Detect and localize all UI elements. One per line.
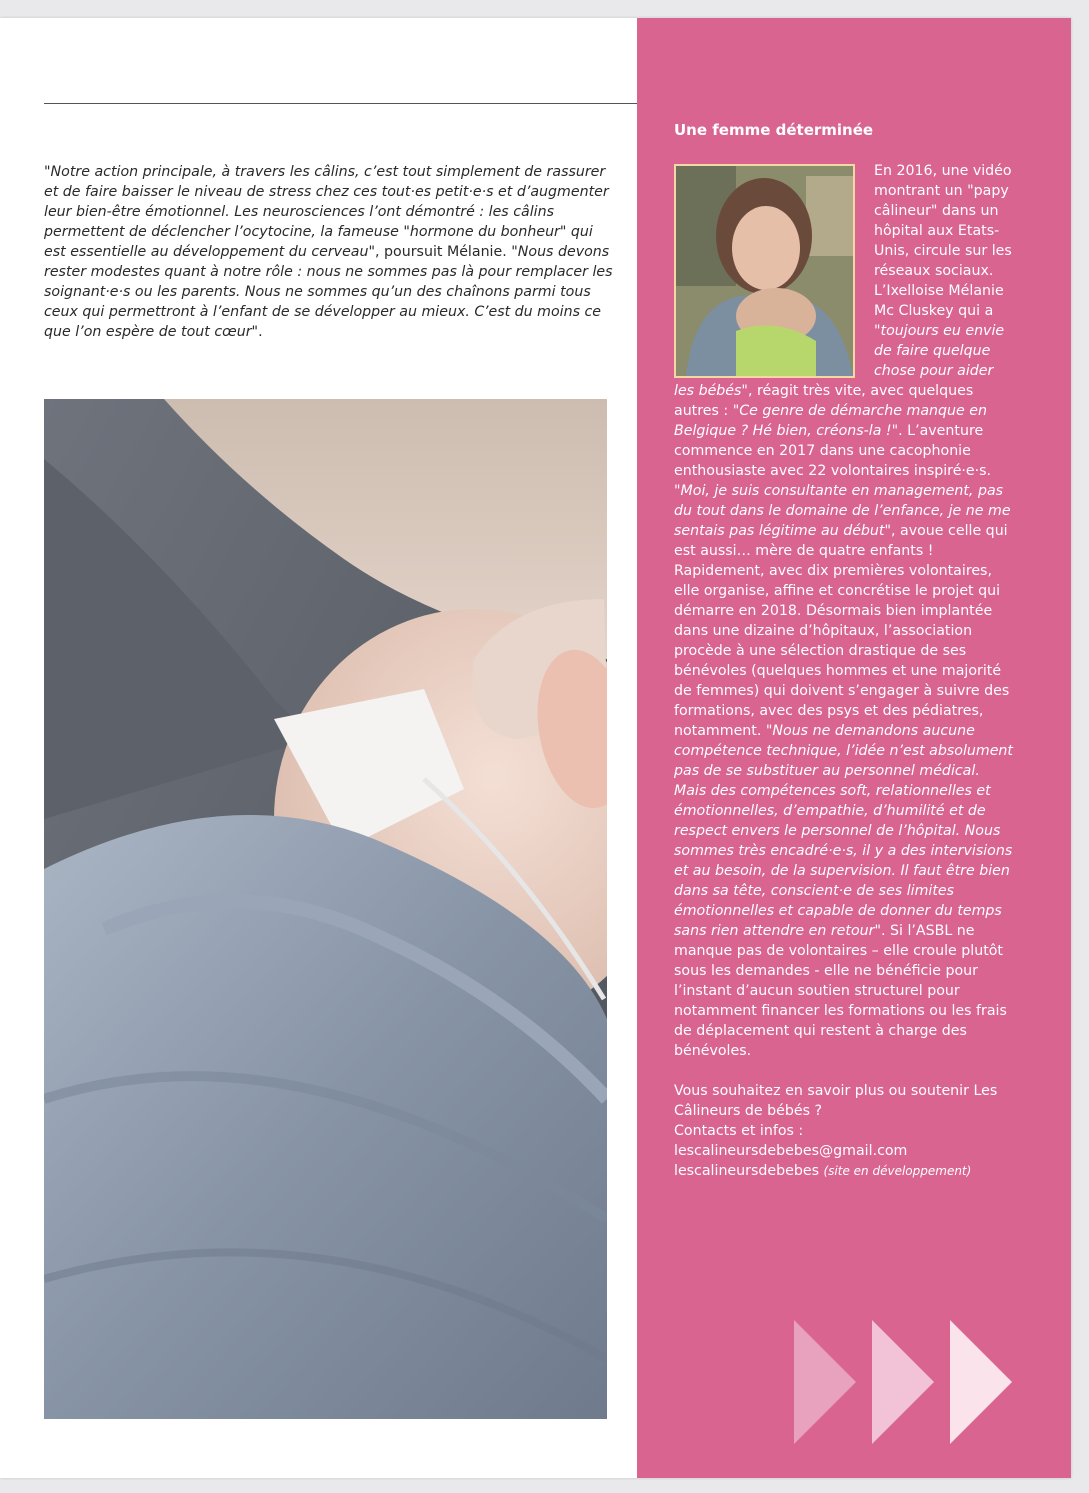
text-segment: , avoue celle qui est aussi… mère de quatre enfants ! Rapidement, avec dix premières volontaires, elle organise, affine et concrétise le projet qui démarre en 2018. Désormais bien implantée dans une dizaine d’hôpitaux, l’association procède à une sélection drastique de ses bénévoles (quelques hommes et une majorité de femmes) qui doivent s’engager à suivre des formations, avec des psys et des pédiatres, notamment. <box>674 523 1010 739</box>
text-segment: . Si l’ASBL ne manque pas de volontaires – elle croule plutôt sous les demandes - elle ne bénéficie pour l’instant d’aucun soutien structurel pour notamment financer les formations ou les frais de déplacement qui restent à charge des bénévoles. <box>674 923 1007 1059</box>
quote-segment: "Ce genre de démarche manque en Belgique ? Hé bien, créons-la !" <box>674 403 987 439</box>
quote-segment: "Nous ne demandons aucune compétence technique, l’idée n’est absolument pas de se substituer au personnel médical. Mais des compétences soft, relationnelles et émotionnelles, d’empathie, d’humilité et de respect envers le personnel de l’hôpital. Nous sommes très encadré·e·s, il y a des intervisions et au besoin, de la supervision. Il faut être bien dans sa tête, conscient·e de ses limites émotionnelles et capable de donner du temps sans rien attendre en retour" <box>674 723 1013 939</box>
quote-attribution: , poursuit Mélanie. <box>375 244 512 260</box>
contact-label: Contacts et infos : <box>674 1123 804 1139</box>
text-segment: En 2016, une vidéo montrant un "papy câlineur" dans un hôpital aux Etats-Unis, circule sur les réseaux sociaux. L’Ixelloise Mélanie Mc Cluskey qui a <box>874 163 1012 319</box>
arrow-icon <box>950 1320 1012 1444</box>
site-note: (site en développement) <box>823 1164 972 1178</box>
text-segment: . L’aventure commence en 2017 dans une cacophonie enthousiaste avec 22 volontaires inspiré·e·s. <box>674 423 992 479</box>
arrow-icon <box>872 1320 934 1444</box>
top-rule <box>44 103 638 104</box>
sidebar-title: Une femme déterminée <box>674 121 874 139</box>
photo-spacer <box>674 161 874 381</box>
website-link[interactable]: lescalineursdebebes <box>674 1163 819 1179</box>
quote-end: . <box>258 324 263 340</box>
text-segment: , réagit très vite, avec quelques autres : <box>674 383 974 419</box>
quote-part-1: "Notre action principale, à travers les câlins, c’est tout simplement de rassurer et de faire baisser le niveau de stress chez ces tout·es petit·e·s et d’augmenter leur bien-être émotionnel. Les neurosciences l’ont démontré : les câlins permettent de déclencher l’ocytocine, la fameuse "hormone du bonheur" qui est essentielle au développement du cerveau" <box>44 164 609 260</box>
baby-photo-image <box>44 399 607 1419</box>
quote-segment: "toujours eu envie de faire quelque chose pour aider les bébés" <box>674 323 1005 399</box>
quote-part-2: "Nous devons rester modestes quant à notre rôle : nous ne sommes pas là pour remplacer les soignant·e·s ou les parents. Nous ne sommes qu’un des chaînons parmi tous ceux qui permettront à l’enfant de se développer au mieux. C’est du moins ce que l’on espère de tout cœur" <box>44 244 613 340</box>
contact-paragraph <box>674 1081 1014 1181</box>
quote-paragraph <box>44 162 614 342</box>
arrows-decoration <box>794 1320 1014 1444</box>
arrow-icon <box>794 1320 856 1444</box>
baby-photo <box>44 399 607 1419</box>
sidebar-body <box>674 161 1014 1181</box>
contact-question: Vous souhaitez en savoir plus ou soutenir Les Câlineurs de bébés ? <box>674 1083 998 1119</box>
contact-email-link[interactable]: lescalineursdebebes@gmail.com <box>674 1143 908 1159</box>
quote-segment: "Moi, je suis consultante en management, pas du tout dans le domaine de l’enfance, je ne me sentais pas légitime au début" <box>674 483 1011 539</box>
